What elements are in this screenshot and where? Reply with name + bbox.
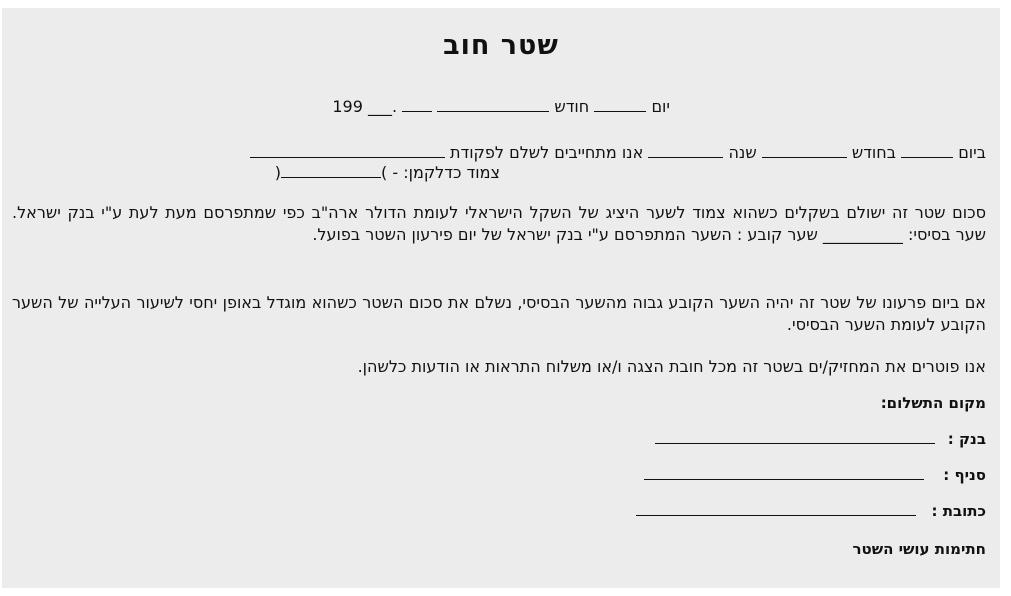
address-label: כתובת :	[931, 502, 986, 520]
document-title: שטר חוב	[443, 30, 559, 61]
year-blank	[648, 143, 723, 158]
on-day-label: ביום	[958, 143, 986, 162]
date-line	[332, 96, 670, 118]
in-month-blank	[762, 143, 847, 158]
linkage-paragraph: סכום שטר זה ישולם בשקלים כשהוא צמוד לשער היציג של השקל הישראלי לעומת הדולר ארה"ב כפי שמתפרסם מעת לעת ע"י בנק ישראל. שער בסיסי: __________ שער קובע : השער המתפרסם ע"י בנק ישראל של יום פירעון השטר בפועל.	[12, 203, 986, 244]
date-month-blank	[437, 97, 549, 112]
open-paren: (	[274, 163, 281, 182]
on-day-blank	[901, 143, 953, 158]
branch-field	[644, 464, 986, 486]
amount-words-line	[275, 162, 500, 184]
payment-line	[12, 142, 986, 164]
bank-blank	[655, 429, 935, 444]
branch-label: סניף :	[943, 466, 986, 484]
bank-label: בנק :	[947, 430, 986, 448]
obligation-label: אנו מתחייבים לשלם לפקודת	[449, 143, 644, 162]
bank-field	[655, 428, 986, 450]
address-blank	[636, 501, 916, 516]
date-month-label: חודש	[554, 97, 590, 116]
in-month-label: בחודש	[851, 143, 896, 162]
branch-blank	[644, 465, 924, 480]
year-label: שנה	[728, 143, 757, 162]
date-year-blank	[402, 97, 432, 112]
date-day-blank	[594, 97, 646, 112]
linked-label: צמוד כדלקמן: -	[392, 163, 500, 182]
date-day-label: יום	[651, 97, 670, 116]
amount-words-blank	[281, 163, 381, 178]
date-dash: .___	[367, 97, 398, 116]
address-field	[636, 500, 986, 522]
close-paren: )	[381, 163, 388, 182]
waiver-paragraph: אנו פוטרים את המחזיק/ים בשטר זה מכל חובת הצגה ו/או משלוח התראות או הודעות כלשהן.	[357, 357, 986, 376]
payee-blank	[250, 143, 445, 158]
promissory-note-document	[2, 8, 1000, 588]
payment-place-label: מקום התשלום:	[880, 394, 986, 412]
payment-place-heading	[881, 392, 986, 414]
date-year-prefix: 199	[332, 97, 363, 116]
signatures-label: חתימות עושי השטר	[852, 540, 986, 558]
increase-paragraph: אם ביום פרעונו של שטר זה יהיה השער הקובע גבוה מהשער הבסיסי, נשלם את סכום השטר כשהוא מוגדל באופן יחסי לשיעור העלייה של השער הקובע לעומת השער הבסיסי.	[12, 293, 986, 334]
